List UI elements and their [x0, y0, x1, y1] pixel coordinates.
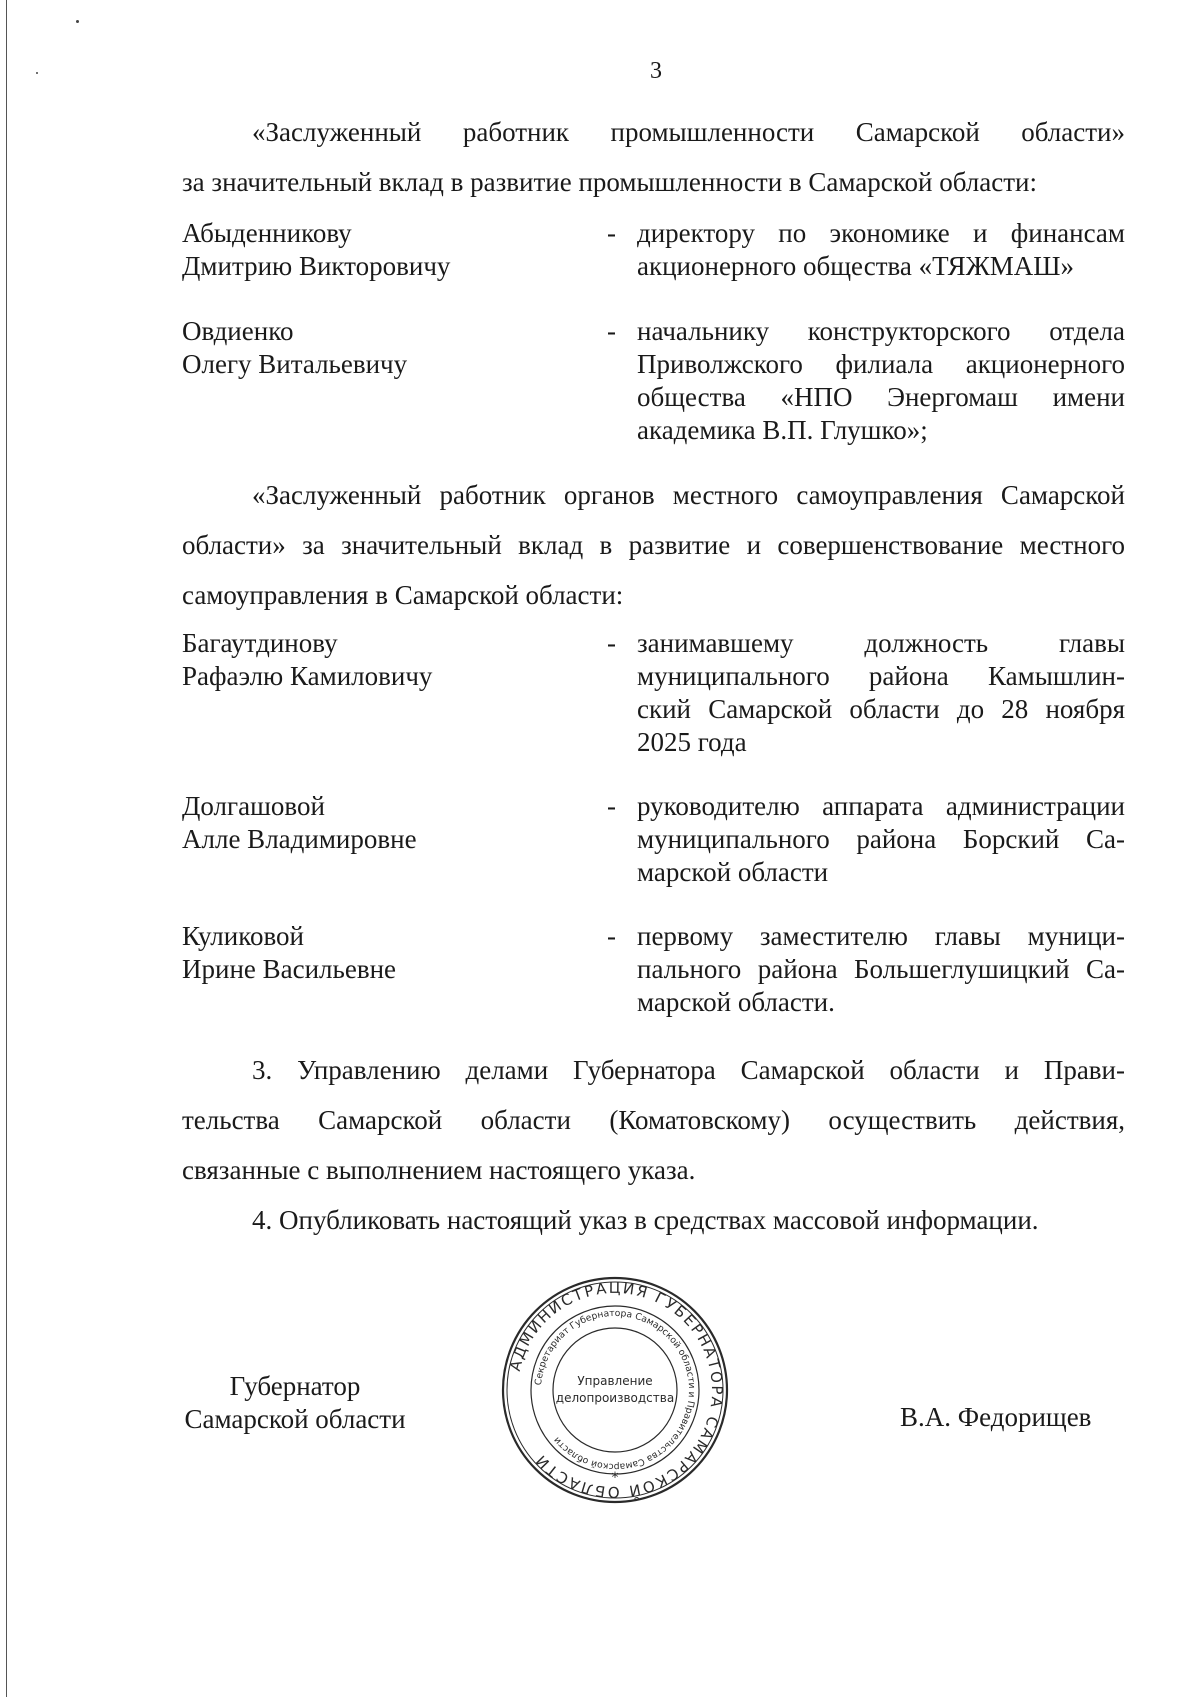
award-industry-subheading — [182, 157, 1125, 207]
award-local-line2: области» за значительный вклад в развитие и совершенствование местного — [182, 530, 1125, 560]
position-line: академика В.П. Глушко»; — [637, 415, 928, 445]
position-line: Приволжского филиала акционерного — [637, 349, 1125, 379]
item-4-text: 4. Опубликовать настоящий указ в средствах массовой информации. — [252, 1205, 1039, 1235]
signatory-title — [175, 1370, 415, 1436]
person-position — [637, 790, 1125, 889]
position-line: директору по экономике и финансам — [637, 218, 1125, 248]
item-3-line2: тельства Самарской области (Коматовскому) осуществить действия, — [182, 1105, 1125, 1135]
position-line: марской области — [637, 857, 829, 887]
person-surname: Овдиенко — [182, 316, 294, 346]
dash: - — [607, 316, 616, 346]
signatory-title-line1: Губернатор — [229, 1371, 361, 1401]
page-number: 3 — [650, 58, 662, 84]
position-line: акционерного общества «ТЯЖМАШ» — [637, 251, 1075, 281]
person-surname: Куликовой — [182, 921, 304, 951]
seal-center-line2: делопроизводства — [555, 1391, 675, 1405]
award-local-heading — [182, 470, 1125, 520]
seal-inner-ring — [553, 1328, 677, 1452]
position-line: муниципального района Камышлин- — [637, 661, 1125, 691]
position-line: ский Самарской области до 28 ноября — [637, 694, 1125, 724]
position-line: пального района Большеглушицкий Са- — [637, 954, 1125, 984]
award-industry-line1: «Заслуженный работник промышленности Самарской области» — [252, 117, 1125, 147]
official-seal — [500, 1275, 730, 1505]
item-3-line — [182, 1045, 1125, 1095]
person-surname: Багаутдинову — [182, 628, 338, 658]
position-line: марской области. — [637, 987, 835, 1017]
dash: - — [607, 921, 616, 951]
person-name — [182, 217, 562, 283]
award-industry-heading — [182, 107, 1125, 157]
person-surname: Долгашовой — [182, 791, 325, 821]
seal-outer-text: АДМИНИСТРАЦИЯ ГУБЕРНАТОРА САМАРСКОЙ ОБЛАСТИ — [505, 1278, 727, 1502]
position-line: 2025 года — [637, 727, 747, 757]
seal-star: * — [611, 1470, 619, 1486]
person-position — [637, 315, 1125, 447]
award-local-line — [182, 520, 1125, 570]
item-3-line — [182, 1095, 1125, 1145]
person-position — [637, 920, 1125, 1019]
scan-speck — [76, 20, 79, 23]
person-surname: Абыденникову — [182, 218, 352, 248]
award-local-line3: самоуправления в Самарской области: — [182, 580, 624, 610]
dash: - — [607, 791, 616, 821]
seal-middle-ring — [531, 1306, 699, 1474]
position-line: общества «НПО Энергомаш имени — [637, 382, 1125, 412]
award-local-line — [182, 570, 1125, 620]
person-given-names: Ирине Васильевне — [182, 954, 397, 984]
person-name — [182, 920, 562, 986]
person-given-names: Дмитрию Викторовичу — [182, 251, 451, 281]
person-given-names: Рафаэлю Камиловичу — [182, 661, 433, 691]
person-given-names: Алле Владимировне — [182, 824, 417, 854]
dash: - — [607, 218, 616, 248]
scan-margin-line — [6, 0, 7, 1697]
item-3-line — [182, 1145, 1125, 1195]
seal-inner-text: Секретариат Губернатора Самарской области и Правительства Самарской области — [533, 1307, 698, 1473]
person-name — [182, 627, 562, 693]
item-3-line1: 3. Управлению делами Губернатора Самарской области и Прави- — [252, 1055, 1125, 1085]
person-given-names: Олегу Витальевичу — [182, 349, 408, 379]
position-line: первому заместителю главы муници- — [637, 921, 1125, 951]
award-local-line1: «Заслуженный работник органов местного самоуправления Самарской — [252, 480, 1125, 510]
signatory-name: В.А. Федорищев — [900, 1402, 1092, 1432]
item-3-line3: связанные с выполнением настоящего указа. — [182, 1155, 696, 1185]
seal-center-line1: Управление — [577, 1374, 653, 1388]
position-line: муниципального района Борский Са- — [637, 824, 1125, 854]
person-position — [637, 627, 1125, 759]
item-4 — [182, 1195, 1125, 1245]
person-position — [637, 217, 1125, 283]
person-name — [182, 315, 562, 381]
position-line: руководителю аппарата администрации — [637, 791, 1125, 821]
signatory-title-line2: Самарской области — [184, 1404, 406, 1434]
position-line: занимавшему должность главы — [637, 628, 1125, 658]
position-line: начальнику конструкторского отдела — [637, 316, 1125, 346]
award-industry-line2: за значительный вклад в развитие промышленности в Самарской области: — [182, 167, 1037, 197]
person-name — [182, 790, 562, 856]
dash: - — [607, 628, 616, 658]
